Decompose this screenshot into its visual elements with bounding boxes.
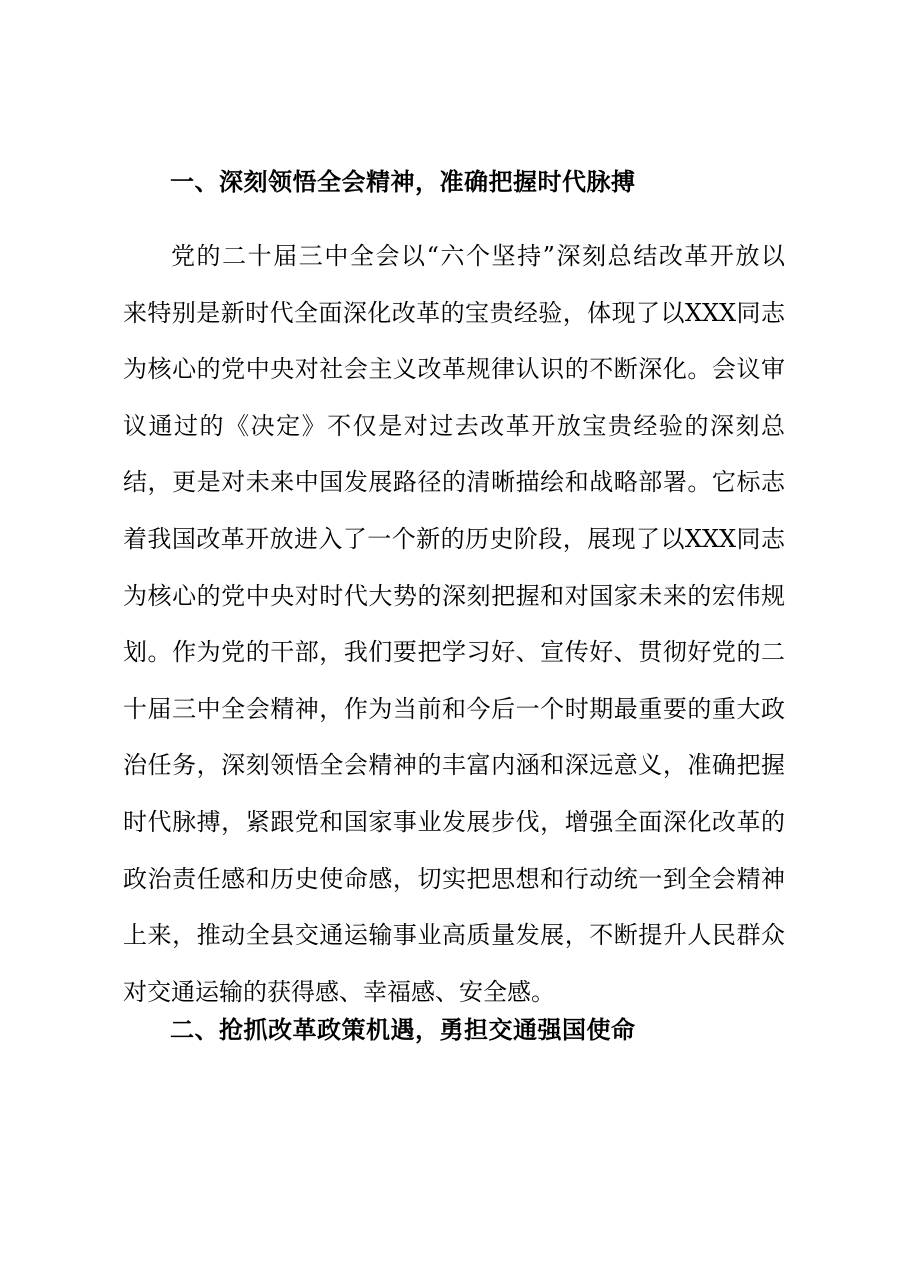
paragraph-line: 上来，推动全县交通运输事业高质量发展，不断提升人民群众 xyxy=(123,921,785,950)
paragraph-line: 党的二十届三中全会以“六个坚持”深刻总结改革开放以 xyxy=(171,242,785,270)
paragraph-line: 结，更是对未来中国发展路径的清晰描绘和战略部署。它标志 xyxy=(123,468,785,497)
paragraph-line: 为核心的党中央对时代大势的深刻把握和对国家未来的宏伟规 xyxy=(123,581,785,610)
paragraph-line: 着我国改革开放进入了一个新的历史阶段，展现了以XXX同志 xyxy=(123,524,785,553)
paragraph-line: 治任务，深刻领悟全会精神的丰富内涵和深远意义，准确把握 xyxy=(123,751,785,780)
section-heading-2: 二、抢抓改革政策机遇，勇担交通强国使命 xyxy=(170,1016,636,1044)
paragraph-line: 对交通运输的获得感、幸福感、安全感。 xyxy=(123,977,555,1006)
section-1-paragraph xyxy=(123,228,785,1020)
paragraph-line: 时代脉搏，紧跟党和国家事业发展步伐，增强全面深化改革的 xyxy=(123,807,785,836)
paragraph-line: 划。作为党的干部，我们要把学习好、宣传好、贯彻好党的二 xyxy=(123,638,785,667)
section-heading-1: 一、深刻领悟全会精神，准确把握时代脉搏 xyxy=(170,168,636,196)
paragraph-line: 来特别是新时代全面深化改革的宝贵经验，体现了以XXX同志 xyxy=(123,298,785,327)
paragraph-line: 政治责任感和历史使命感，切实把思想和行动统一到全会精神 xyxy=(123,864,785,893)
paragraph-line: 为核心的党中央对社会主义改革规律认识的不断深化。会议审 xyxy=(123,355,785,384)
paragraph-line: 议通过的《决定》不仅是对过去改革开放宝贵经验的深刻总 xyxy=(123,411,785,440)
paragraph-line: 十届三中全会精神，作为当前和今后一个时期最重要的重大政 xyxy=(123,694,785,723)
